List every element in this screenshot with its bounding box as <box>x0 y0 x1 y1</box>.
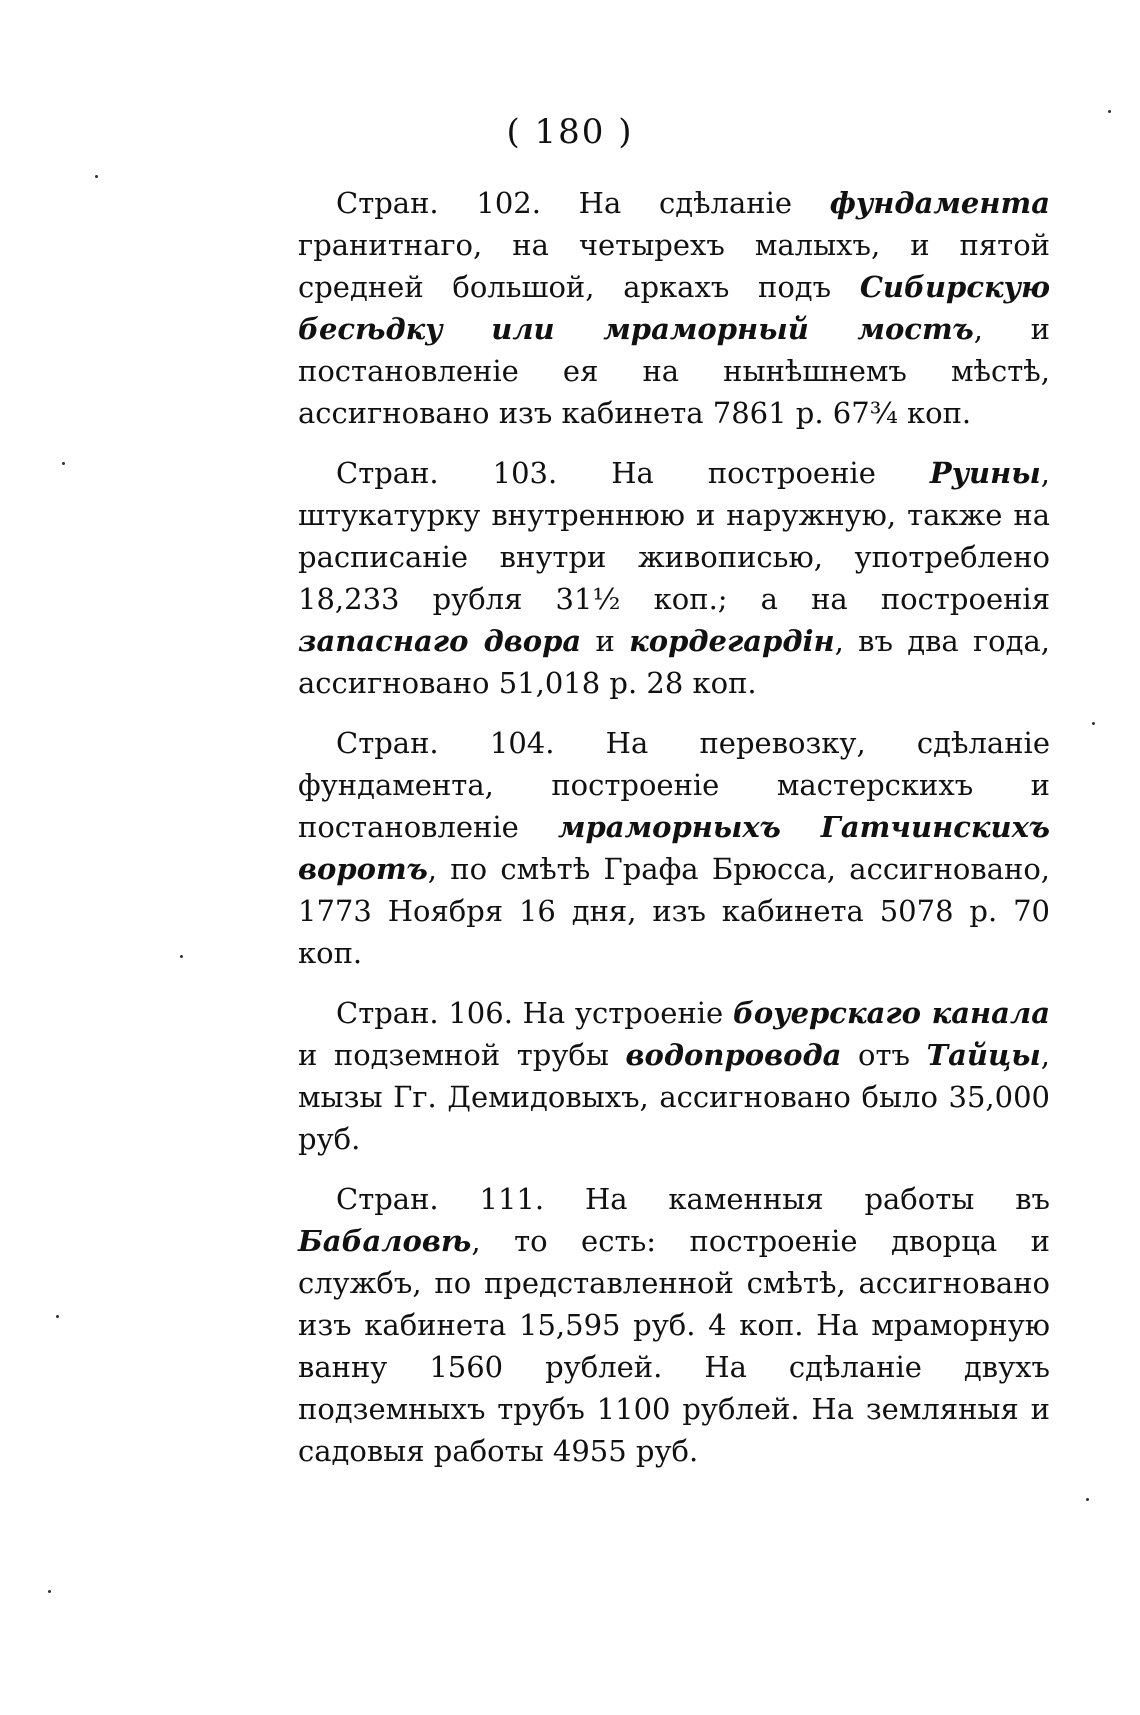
entry-text: , по смѣтѣ Графа Брюсса, ассигновано, 1773 Ноября 16 дня, изъ кабинета 5078 р. 70 коп. <box>298 852 1050 970</box>
entry-text: Стран. 102. На сдѣланіе <box>336 186 830 220</box>
italic-term: Руины <box>929 456 1041 490</box>
scan-speck <box>56 1315 59 1318</box>
entry-text: , въ два года, ассигновано 51,018 р. 28 коп. <box>298 624 1050 700</box>
italic-term: фундамента <box>829 186 1050 220</box>
entry-text: Стран. 104. На перевозку, сдѣланіе фундамента, построеніе мастерскихъ и постановленіе <box>298 726 1050 844</box>
entry-text: гранитнаго, на четырехъ малыхъ, и пятой средней большой, аркахъ подъ <box>298 228 1050 304</box>
scan-speck <box>48 1590 51 1593</box>
italic-term: мраморныхъ Гатчинскихъ воротъ <box>298 810 1050 886</box>
entry-text: , мызы Гг. Демидовыхъ, ассигновано было 35,000 руб. <box>298 1038 1050 1156</box>
italic-term: Сибирскую бесѣдку или мраморный мостъ <box>298 270 1050 346</box>
scan-speck <box>62 462 65 465</box>
scan-speck <box>95 175 98 178</box>
entry-page-106 <box>298 992 1050 1160</box>
page-number: ( 180 ) <box>506 112 634 152</box>
entry-text: Стран. 106. На устроеніе <box>336 996 733 1030</box>
entry-text: Стран. 103. На построеніе <box>336 456 930 490</box>
scan-speck <box>1108 110 1111 113</box>
italic-term: водопровода <box>625 1038 842 1072</box>
entry-page-103 <box>298 452 1050 704</box>
body-text <box>298 182 1050 1490</box>
italic-term: запаснаго двора <box>298 624 582 658</box>
italic-term: боуерскаго канала <box>732 996 1050 1030</box>
entry-text: Стран. 111. На каменныя работы въ <box>336 1182 1050 1216</box>
entry-text: отъ <box>841 1038 927 1072</box>
entry-page-102 <box>298 182 1050 434</box>
italic-term: кордегардін <box>629 624 835 658</box>
entry-text: , то есть: построеніе дворца и службъ, по представленной смѣтѣ, ассигновано изъ кабинета 15,595 руб. 4 коп. На мраморную ванну 1560 рублей. На сдѣланіе двухъ подземныхъ трубъ 1100 рублей. На земляныя и садовыя работы 4955 руб. <box>298 1224 1050 1468</box>
scan-speck <box>1092 722 1095 725</box>
italic-term: Тайцы <box>926 1038 1041 1072</box>
italic-term: Бабаловѣ <box>298 1224 472 1258</box>
scan-speck <box>180 955 183 958</box>
entry-page-104 <box>298 722 1050 974</box>
entry-page-111 <box>298 1178 1050 1472</box>
entry-text: и <box>581 624 630 658</box>
entry-text: , и постановленіе ея на нынѣшнемъ мѣстѣ, ассигновано изъ кабинета 7861 р. 67¾ коп. <box>298 312 1051 430</box>
entry-text: , штукатурку внутреннюю и наружную, также на расписаніе внутри живописью, употреблено 18,233 рубля 31½ коп.; а на построенія <box>298 456 1050 616</box>
entry-text: и подземной трубы <box>298 1038 626 1072</box>
scan-speck <box>1086 1498 1089 1501</box>
